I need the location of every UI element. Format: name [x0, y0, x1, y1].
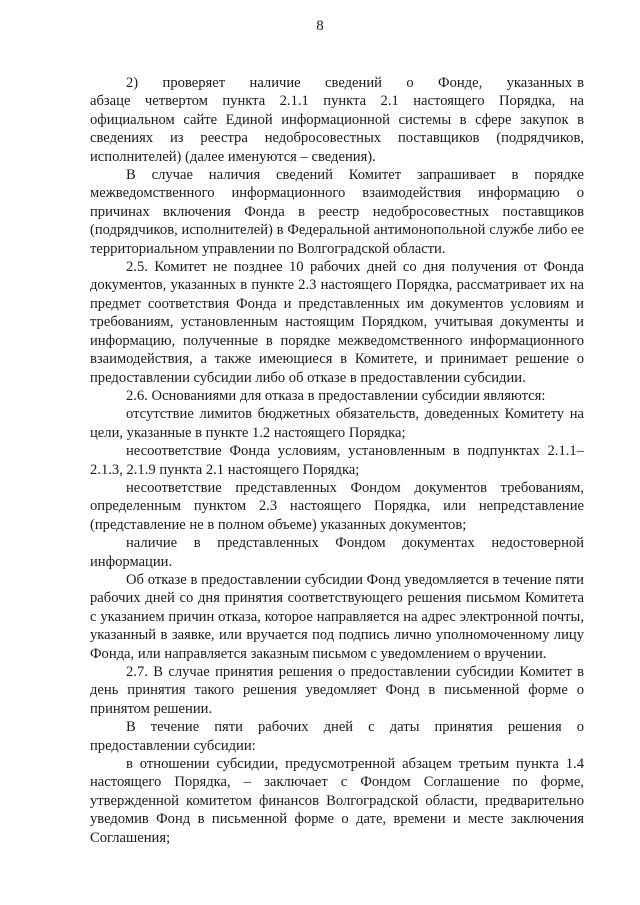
- paragraph-2-5: 2.5. Комитет не позднее 10 рабочих дней со дня получения от Фонда документов, указанных в пункте 2.3 настоящего Порядка, рассматривает их на предмет соответствия Фонда и представленных им документов условиям и требованиям, установленным настоящим Порядком, учитывая документы и информацию, полученные в порядке межведомственного информационного взаимодействия, а также имеющиеся в Комитете, и принимает решение о предоставлении субсидии либо об отказе в предоставлении субсидии.: [90, 259, 584, 386]
- paragraph-item-2-check: 2) проверяет наличие сведений о Фонде, указанных в абзаце четвертом пункта 2.1.1 пункта 2.1 настоящего Порядка, на официальном сайте Единой информационной системы в сфере закупок в сведениях из реестра недобросовестных поставщиков (подрядчиков, исполнителей) (далее именуются – сведения).: [90, 75, 584, 165]
- paragraph-info-request: В случае наличия сведений Комитет запрашивает в порядке межведомственного информационного взаимодействия информацию о причинах включения Фонда в реестр недобросовестных поставщиков (подрядчиков, исполнителей) в Федеральной антимонопольной службе либо ее территориальном управлении по Волгоградской области.: [90, 167, 584, 257]
- paragraph-refusal-notice: Об отказе в предоставлении субсидии Фонд уведомляется в течение пяти рабочих дней со дня принятия соответствующего решения письмом Комитета с указанием причин отказа, которое направляется на адрес электронной почты, указанный в заявке, или вручается под подпись лично уполномоченному лицу Фонда, или направляется заказным письмом с уведомлением о вручении.: [90, 571, 584, 662]
- paragraph-2-6: 2.6. Основаниями для отказа в предоставлении субсидии являются:: [126, 387, 546, 404]
- paragraph-agreement: в отношении субсидии, предусмотренной абзацем третьим пункта 1.4 настоящего Порядка, – заключает с Фондом Соглашение по форме, утвержденной комитетом финансов Волгоградской области, предварительно уведомив Фонд в письменной форме о дате, времени и месте заключения Соглашения;: [90, 756, 584, 846]
- paragraph-2-7: 2.7. В случае принятия решения о предоставлении субсидии Комитет в день принятия такого решения уведомляет Фонд в письменной форме о принятом решении.: [90, 664, 584, 717]
- document-body: [90, 74, 584, 847]
- paragraph-five-days: В течение пяти рабочих дней с даты принятия решения о предоставлении субсидии:: [90, 719, 584, 754]
- paragraph-refusal-reason-false-info: наличие в представленных Фондом документах недостоверной информации.: [90, 535, 584, 570]
- paragraph-refusal-reason-limits: отсутствие лимитов бюджетных обязательств, доведенных Комитету на цели, указанные в пункте 1.2 настоящего Порядка;: [90, 406, 584, 441]
- paragraph-refusal-reason-documents: несоответствие представленных Фондом документов требованиям, определенным пунктом 2.3 настоящего Порядка, или непредставление (представление не в полном объеме) указанных документов;: [90, 479, 584, 533]
- page-number: 8: [316, 18, 324, 34]
- paragraph-refusal-reason-conditions: несоответствие Фонда условиям, установленным в подпунктах 2.1.1–2.1.3, 2.1.9 пункта 2.1 настоящего Порядка;: [90, 443, 584, 478]
